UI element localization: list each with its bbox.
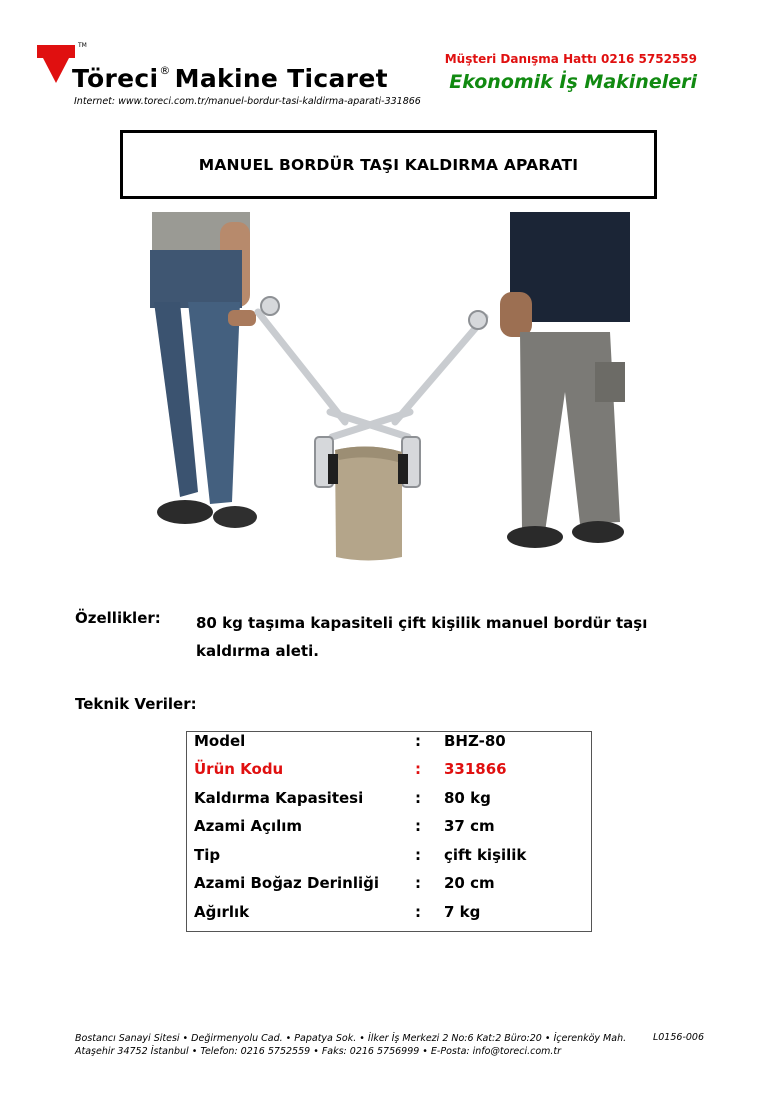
spec-row-type [187,846,591,874]
document-code: L0156-006 [652,1032,704,1043]
spec-colon: : [415,846,421,864]
spec-row-lifting-capacity [187,789,591,817]
spec-value: 331866 [444,760,507,778]
spec-row-max-throat-depth [187,874,591,902]
right-worker-figure [500,212,630,548]
spec-key: Kaldırma Kapasitesi [194,789,364,807]
company-name [72,64,388,93]
customer-hotline: Müşteri Danışma Hattı 0216 5752559 [444,52,697,66]
spec-colon: : [415,760,421,778]
trademark-mark: TM [78,42,87,49]
spec-colon: : [415,732,421,750]
features-text: 80 kg taşıma kapasiteli çift kişilik manuel bordür taşı kaldırma aleti. [196,614,648,660]
registered-mark: ® [159,63,171,77]
spec-row-model [187,732,591,760]
company-name-suffix: Makine Ticaret [174,64,388,93]
spec-colon: : [415,903,421,921]
company-name-main: Töreci [72,64,159,93]
spec-colon: : [415,874,421,892]
spec-key: Ürün Kodu [194,760,284,778]
website-url: Internet: www.toreci.com.tr/manuel-bordur-tasi-kaldirma-aparati-331866 [74,96,421,107]
spec-value: 20 cm [444,874,495,892]
left-worker-figure [150,212,257,528]
spec-table [186,731,592,932]
spec-value: BHZ-80 [444,732,506,750]
spec-key: Tip [194,846,221,864]
product-title-box [120,130,657,199]
spec-row-weight [187,903,591,931]
spec-row-max-opening [187,817,591,845]
spec-colon: : [415,789,421,807]
footer-address [75,1032,635,1058]
lifting-tool [258,312,485,437]
curb-stone [328,446,408,560]
company-slogan: Ekonomik İş Makineleri [449,71,697,93]
spec-value: çift kişilik [444,846,527,864]
spec-key: Azami Açılım [194,817,303,835]
spec-key: Ağırlık [194,903,250,921]
product-photo [140,212,640,584]
footer-line-2: Ataşehir 34752 İstanbul • Telefon: 0216 5752559 • Faks: 0216 5756999 • E-Posta: info@toreci.com.tr [75,1046,562,1057]
footer-line-1: Bostancı Sanayi Sitesi • Değirmenyolu Cad. • Papatya Sok. • İlker İş Merkezi 2 No:6 Kat:2 Büro:20 • İçerenköy Mah. [75,1033,627,1044]
spec-colon: : [415,817,421,835]
toreci-t-logo-icon [37,45,75,58]
technical-data-label: Teknik Veriler: [75,695,197,713]
spec-value: 7 kg [444,903,481,921]
product-title: MANUEL BORDÜR TAŞI KALDIRMA APARATI [198,155,579,174]
spec-row-product-code [187,760,591,788]
spec-key: Azami Boğaz Derinliği [194,874,380,892]
features-label: Özellikler: [75,609,161,627]
toreci-t-logo-stem [43,58,69,83]
spec-key: Model [194,732,246,750]
spec-value: 80 kg [444,789,491,807]
spec-value: 37 cm [444,817,495,835]
